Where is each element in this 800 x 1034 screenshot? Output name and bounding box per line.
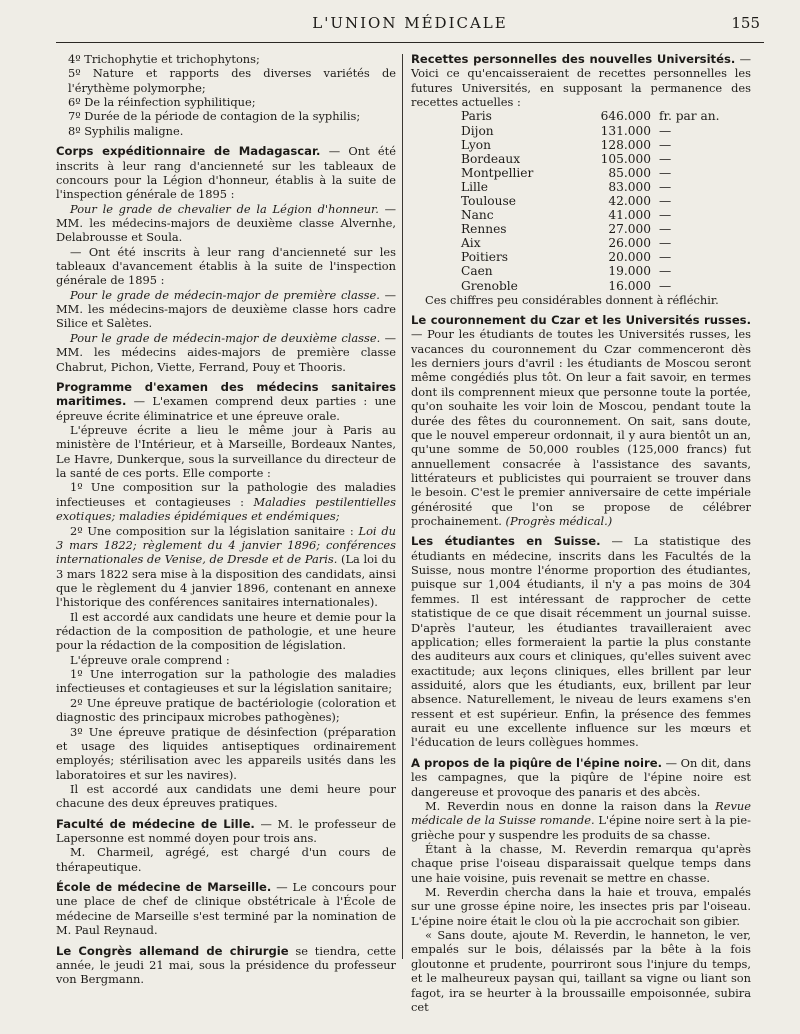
right-column <box>411 52 751 1014</box>
table-row <box>461 279 729 293</box>
article-epine <box>411 756 751 1014</box>
table-row <box>461 152 729 166</box>
paragraph-text: — Le concours pour une place de chef de clinique obstétricale à l'École de médecine de Marseille s'est terminé par la nomination de M. Paul Reynaud. <box>56 880 396 938</box>
article-madagascar <box>56 144 396 374</box>
article-czar <box>411 313 751 528</box>
paragraph-text: (La loi du 3 mars 1822 sera mise à la disposition des candidats, ainsi que le règlement du 4 janvier 1896, contenant en annexe l'historique des conférences sanitaires internationales). <box>56 552 396 610</box>
column-divider <box>402 54 403 959</box>
unit-cell: — <box>659 165 672 180</box>
source-citation: (Progrès médical.) <box>505 514 613 529</box>
list-item: 7º Durée de la période de contagion de la syphilis; <box>68 109 361 124</box>
city-cell: Toulouse <box>461 194 516 208</box>
unit-cell: — <box>659 179 672 194</box>
article-programme <box>56 380 396 811</box>
paragraph-text: 2º Une épreuve pratique de bactériologie (coloration et diagnostic des principaux microbes pathogènes); <box>56 695 396 725</box>
journal-title: L'UNION MÉDICALE <box>312 14 508 32</box>
paragraph-text: — Ont été inscrits à leur rang d'ancienneté sur les tableaux de concours pour la Légion d'honneur, établis à la suite de l'inspection générale de 1895 : <box>56 144 396 202</box>
paragraph-text: — Pour les étudiants de toutes les Universités russes, les vacances du couronnement du Czar commenceront dès les derniers jours d'avril : les étudiants de Moscou seront même congédiés plus tôt. On leur a fait savoir, en termes dont ils comprennent mieux que personne toute la portée, qu'on souhaite les voir loin de Moscou, pendant toute la durée des fêtes du couronnement. On sait, sans doute, que le nouvel empereur ordonnait, il y aura bientôt un an, qu'une somme de 50,000 roubles (125,000 francs) fut annuellement consacrée à l'assistance des savants, littérateurs et publicistes qui pourraient se trouver dans le besoin. C'est le premier anniversaire de cette impériale générosité que l'on se propose de célébrer prochainement. <box>411 327 751 529</box>
table-row <box>461 124 729 138</box>
amount-cell: 131.000 <box>600 123 651 138</box>
article-heading: École de médecine de Marseille. <box>56 880 272 895</box>
paragraph-text: 3º Une épreuve pratique de désinfection (préparation et usage des liquides antiseptiques ordinairement employés; stérilisation avec les appareils usités dans les laboratoires et sur les navires). <box>56 724 396 782</box>
paragraph-text: Ces chiffres peu considérables donnent à réfléchir. <box>425 292 719 307</box>
unit-cell: — <box>659 264 672 279</box>
amount-cell: 26.000 <box>608 236 651 251</box>
article-congres <box>56 944 396 987</box>
table-row <box>461 109 729 123</box>
paragraph-text: — M. le professeur de Lapersonne est nommé doyen pour trois ans. <box>56 816 396 846</box>
italic-text: Maladies pestilentielles exotiques; maladies épidémiques et endémiques; <box>56 494 396 524</box>
amount-cell: 128.000 <box>600 137 651 152</box>
table-row <box>461 222 729 236</box>
left-column <box>56 52 396 987</box>
unit-cell: — <box>659 236 672 251</box>
article-heading: Faculté de médecine de Lille. <box>56 816 255 831</box>
unit-cell: — <box>659 123 672 138</box>
paragraph-text: Étant à la chasse, M. Reverdin remarqua qu'après chaque prise l'oiseau disparaissait quelque temps dans une haie voisine, puis revenait se mettre en chasse. <box>411 841 751 885</box>
city-cell: Grenoble <box>461 278 518 293</box>
amount-cell: 105.000 <box>600 151 651 166</box>
paragraph-text: — MM. les médecins-majors de deuxième classe hors cadre Silice et Salètes. <box>56 287 396 331</box>
city-cell: Rennes <box>461 222 507 237</box>
paragraph-text: — MM. les médecins aides-majors de première classe Chabrut, Pichon, Viette, Ferrand, Pouy et Thooris. <box>56 330 396 374</box>
unit-cell: — <box>659 208 672 223</box>
city-cell: Lille <box>461 179 488 194</box>
paragraph-text: Il est accordé aux candidats une demi heure pour chacune des deux épreuves pratiques. <box>56 781 396 811</box>
city-cell: Dijon <box>461 123 494 138</box>
city-cell: Bordeaux <box>461 151 521 166</box>
unit-cell: — <box>659 194 672 208</box>
paragraph-text: M. Charmeil, agrégé, est chargé d'un cours de thérapeutique. <box>56 845 396 874</box>
paragraph-text: se tiendra, cette année, le jeudi 21 mai, sous la présidence du professeur von Bergmann. <box>56 943 396 987</box>
table-row <box>461 208 729 222</box>
table-row <box>461 166 729 180</box>
amount-cell: 19.000 <box>608 264 651 279</box>
paragraph-text: M. Reverdin chercha dans la haie et trouva, empalés sur une grosse épine noire, les insectes pris par l'oiseau. L'épine noire était le clou où la pie accrochait son gibier. <box>411 885 751 928</box>
paragraph-text: Il est accordé aux candidats une heure et demie pour la rédaction de la composition de pathologie, et une heure pour la rédaction de la composition de législation. <box>56 609 396 653</box>
paragraph-text: — On dit, dans les campagnes, que la piqûre de l'épine noire est dangereuse et provoque des panaris et des abcès. <box>411 755 751 799</box>
paragraph-text: L'épreuve écrite a lieu le même jour à Paris au ministère de l'Intérieur, et à Marseille, Bordeaux Nantes, Le Havre, Dunkerque, sous la surveillance du directeur de la santé de ces ports. Elle comporte : <box>56 422 396 481</box>
city-cell: Caen <box>461 264 493 279</box>
paragraph-text: « Sans doute, ajoute M. Reverdin, le hanneton, le ver, empalés sur le bois, délaissés par la bête à la fois gloutonne et prudente, pourriront sous l'injure du temps, et le malheureux paysan qui, taillant sa vigne ou liant son fagot, ira se heurter à la broussaille empoisonnée, subira cet <box>411 928 751 1014</box>
amount-cell: 646.000 <box>600 109 651 124</box>
unit-cell: fr. par an. <box>659 109 720 124</box>
article-heading: Le Congrès allemand de chirurgie <box>56 943 289 958</box>
amount-cell: 41.000 <box>608 208 651 223</box>
paragraph-text: 2º Une composition sur la législation sanitaire : <box>70 523 359 538</box>
unit-cell: — <box>659 222 672 237</box>
article-recettes <box>411 52 751 307</box>
city-cell: Montpellier <box>461 165 534 180</box>
unit-cell: — <box>659 151 672 166</box>
article-heading: Le couronnement du Czar et les Universités russes. <box>411 313 751 328</box>
italic-text: Revue médicale de la Suisse romande. <box>411 798 751 828</box>
article-heading: Programme d'examen des médecins sanitaires maritimes. <box>56 379 396 409</box>
list-item: 8º Syphilis maligne. <box>68 123 184 138</box>
article-heading: Corps expéditionnaire de Madagascar. <box>56 144 321 159</box>
amount-cell: 20.000 <box>608 250 651 265</box>
unit-cell: — <box>659 250 672 265</box>
list-item: 4º Trichophytie et trichophytons; <box>68 52 260 66</box>
amount-cell: 85.000 <box>608 165 651 180</box>
paragraph-text: 1º Une composition sur la pathologie des maladies infectieuses et contagieuses : <box>56 480 396 509</box>
list-item: 5º Nature et rapports des diverses variétés de l'érythème polymorphe; <box>68 66 396 95</box>
paragraph-text: — Ont été inscrits à leur rang d'ancienneté sur les tableaux d'avancement établis à la suite de l'inspection générale de 1895 : <box>56 244 396 288</box>
city-cell: Lyon <box>461 137 491 152</box>
paragraph-text: L'épine noire sert à la pie-grièche pour y suspendre les produits de sa chasse. <box>411 813 751 842</box>
running-header <box>56 6 764 43</box>
article-heading: Les étudiantes en Suisse. <box>411 534 601 549</box>
paragraph-text: — La statistique des étudiants en médecine, inscrits dans les Facultés de la Suisse, nous montre l'énorme proportion des étudiantes, puisque sur 1,004 étudiants, il n'y a pas moins de 304 femmes. Il est intéressant de rapprocher de cette statistique de ce que disait récemment un journal suisse. D'après l'auteur, les étudiantes travailleraient avec application; elles formeraient la partie la plus constante des auditeurs aux cours et cliniques, qu'elles suivent avec exactitude; aux leçons cliniques, elles brillent par leur assiduité, alors que les étudiants, eux, brillent par leur absence. Naturellement, le niveau de leurs examens s'en ressent et est supérieur. Enfin, la présence des femmes aurait eu une excellente influence sur les mœurs et l'éducation de leurs collègues hommes. <box>411 534 752 750</box>
city-cell: Nanc <box>461 208 494 223</box>
table-row <box>461 236 729 250</box>
paragraph-text: L'épreuve orale comprend : <box>70 652 230 667</box>
table-row <box>461 264 729 278</box>
amount-cell: 83.000 <box>608 179 651 194</box>
grade-heading: Pour le grade de médecin-major de deuxième classe. <box>70 330 381 345</box>
paragraph-text: 1º Une interrogation sur la pathologie des maladies infectieuses et contagieuses et sur la législation sanitaire; <box>56 667 396 696</box>
paragraph-text: — L'examen comprend deux parties : une épreuve écrite éliminatrice et une épreuve orale. <box>56 394 396 423</box>
article-heading: Recettes personnelles des nouvelles Universités. <box>411 52 736 66</box>
city-cell: Aix <box>461 236 481 251</box>
revenue-table <box>461 109 729 292</box>
table-row <box>461 138 729 152</box>
grade-heading: Pour le grade de chevalier de la Légion d'honneur. <box>70 201 379 216</box>
paragraph-text: — MM. les médecins-majors de deuxième classe Alvernhe, Delabrousse et Soula. <box>56 201 396 245</box>
disease-list <box>56 52 396 138</box>
grade-heading: Pour le grade de médecin-major de première classe. <box>70 287 380 302</box>
paragraph-text: — Voici ce qu'encaisseraient de recettes personnelles les futures Universités, en supposant la permanence des recettes actuelles : <box>411 52 751 110</box>
page-number: 155 <box>731 14 760 32</box>
italic-text: Loi du 3 mars 1822; règlement du 4 janvier 1896; conférences internationales de Venise, de Dresde et de Paris. <box>56 523 396 567</box>
list-item: 6º De la réinfection syphilitique; <box>68 95 256 110</box>
amount-cell: 16.000 <box>608 278 651 293</box>
article-suisse <box>411 534 751 749</box>
unit-cell: — <box>659 278 672 293</box>
unit-cell: — <box>659 137 672 152</box>
city-cell: Paris <box>461 109 492 124</box>
article-lille <box>56 817 396 874</box>
article-marseille <box>56 880 396 937</box>
article-heading: A propos de la piqûre de l'épine noire. <box>411 755 662 770</box>
amount-cell: 42.000 <box>608 194 651 208</box>
city-cell: Poitiers <box>461 250 509 265</box>
amount-cell: 27.000 <box>608 222 651 237</box>
table-row <box>461 250 729 264</box>
table-row <box>461 194 729 208</box>
paragraph-text: M. Reverdin nous en donne la raison dans la <box>425 798 716 813</box>
table-row <box>461 180 729 194</box>
